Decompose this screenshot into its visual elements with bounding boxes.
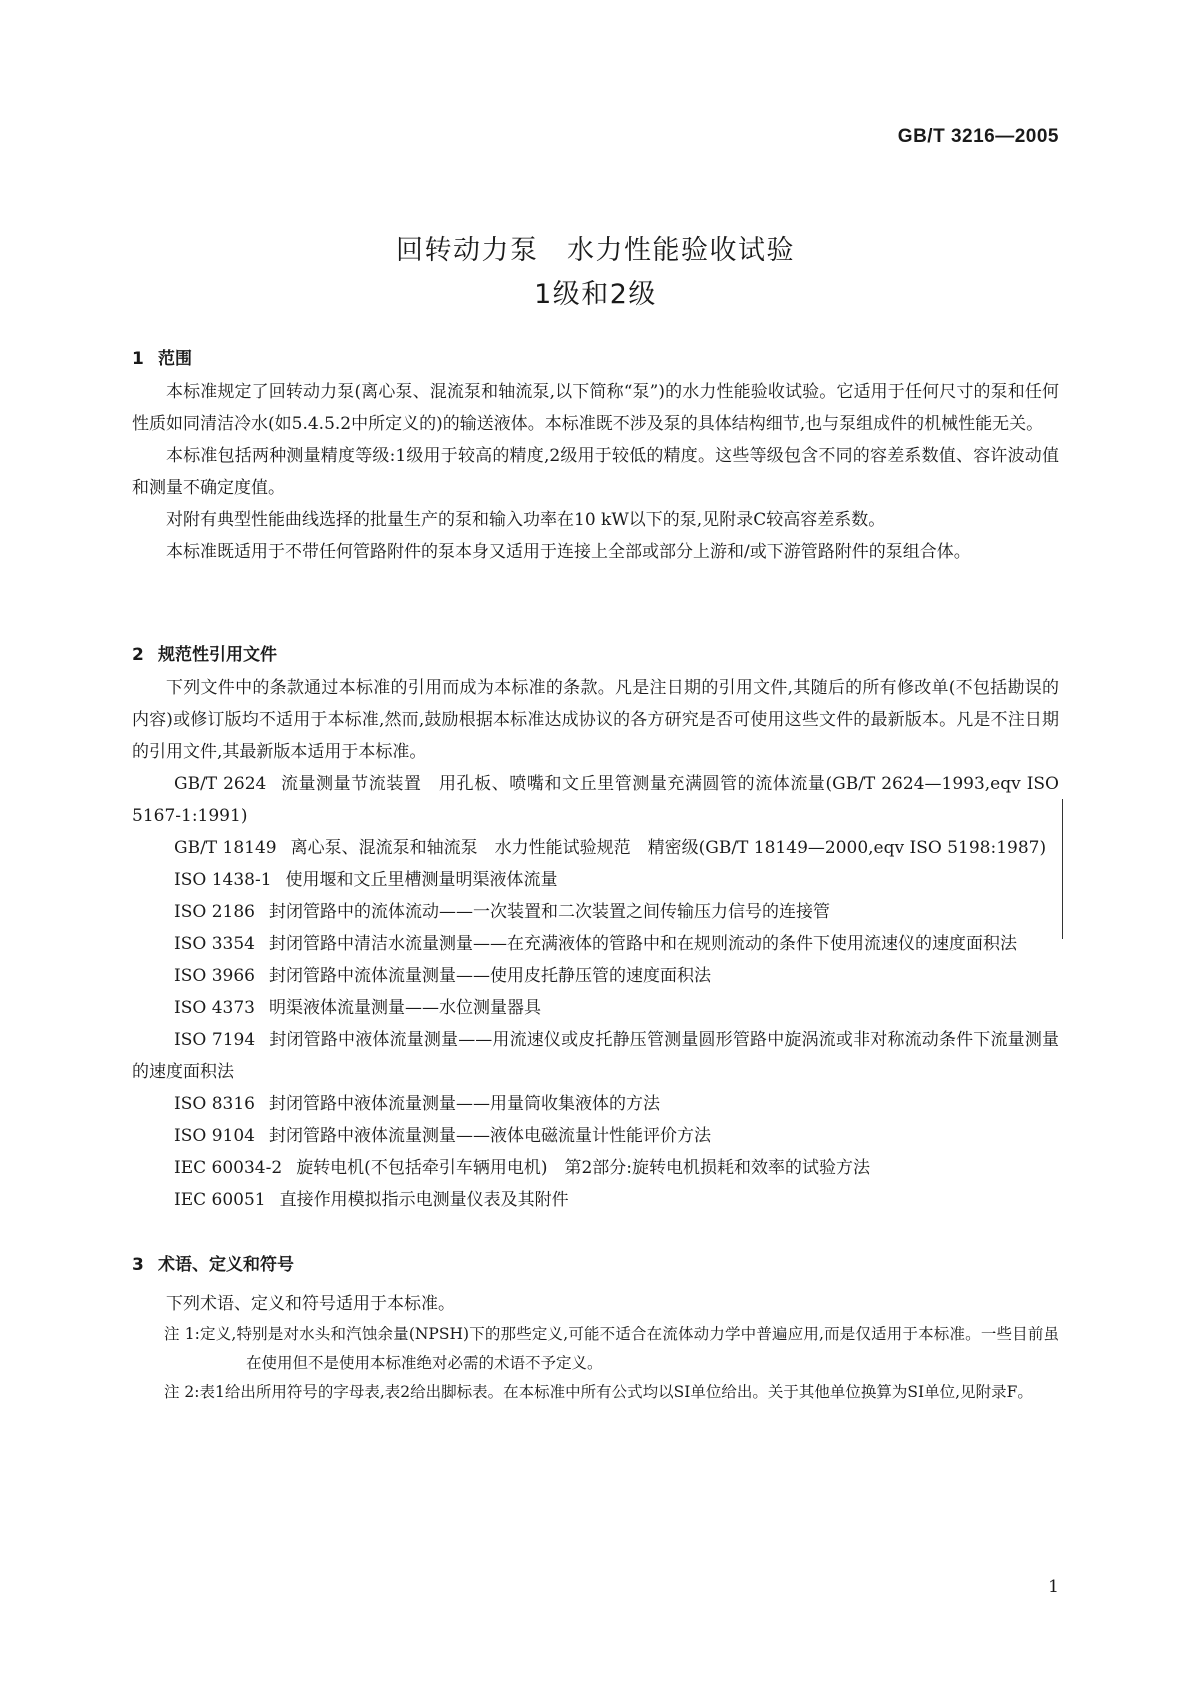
section-heading-2 xyxy=(132,640,277,665)
reference-item xyxy=(132,992,1059,1024)
section-number: 1 xyxy=(132,349,144,369)
section-title: 规范性引用文件 xyxy=(158,645,277,665)
paragraph: 下列文件中的条款通过本标准的引用而成为本标准的条款。凡是注日期的引用文件,其随后的所有修改单(不包括勘误的内容)或修订版均不适用于本标准,然而,鼓励根据本标准达成协议的各方研究是否可使用这些文件的最新版本。凡是不注日期的引用文件,其最新版本适用于本标准。 xyxy=(132,678,1059,762)
reference-item xyxy=(132,1120,1059,1152)
paragraph: 本标准既适用于不带任何管路附件的泵本身又适用于连接上全部或部分上游和/或下游管路附件的泵组合体。 xyxy=(166,542,971,562)
paragraph: 对附有典型性能曲线选择的批量生产的泵和输入功率在10 kW以下的泵,见附录C较高容差系数。 xyxy=(166,510,886,530)
reference-item xyxy=(132,768,1059,832)
reference-item xyxy=(132,960,1059,992)
reference-item xyxy=(132,1152,1059,1184)
reference-title: 旋转电机(不包括牵引车辆用电机) 第2部分:旋转电机损耗和效率的试验方法 xyxy=(296,1158,870,1178)
reference-code: ISO 8316 xyxy=(174,1094,255,1114)
reference-code: IEC 60034-2 xyxy=(174,1158,283,1178)
note-label: 注 2: xyxy=(164,1383,200,1401)
reference-item xyxy=(132,896,1059,928)
reference-code: ISO 4373 xyxy=(174,998,255,1018)
reference-item xyxy=(132,1024,1059,1088)
reference-title: 封闭管路中液体流量测量——用流速仪或皮托静压管测量圆形管路中旋涡流或非对称流动条件下流量测量的速度面积法 xyxy=(132,1030,1059,1082)
reference-item xyxy=(132,928,1059,960)
reference-title: 直接作用模拟指示电测量仪表及其附件 xyxy=(279,1190,569,1210)
section-title: 术语、定义和符号 xyxy=(158,1255,294,1275)
note-item xyxy=(164,1320,1059,1378)
reference-item xyxy=(132,832,1059,864)
reference-title: 流量测量节流装置 用孔板、喷嘴和文丘里管测量充满圆管的流体流量(GB/T 2624—1993,eqv ISO 5167-1:1991) xyxy=(132,774,1059,826)
reference-code: ISO 3354 xyxy=(174,934,255,954)
section-number: 3 xyxy=(132,1255,144,1275)
reference-item xyxy=(132,1184,1059,1216)
reference-code: ISO 2186 xyxy=(174,902,255,922)
change-bar xyxy=(1062,799,1063,939)
standard-code: GB/T 3216—2005 xyxy=(897,126,1059,147)
reference-code: GB/T 18149 xyxy=(174,838,277,858)
reference-item xyxy=(132,864,1059,896)
note-text: 表1给出所用符号的字母表,表2给出脚标表。在本标准中所有公式均以SI单位给出。关于其他单位换算为SI单位,见附录F。 xyxy=(199,1383,1033,1401)
section-title: 范围 xyxy=(158,349,192,369)
section-heading-3 xyxy=(132,1250,294,1275)
reference-title: 明渠液体流量测量——水位测量器具 xyxy=(268,998,541,1018)
reference-title: 封闭管路中液体流量测量——用量筒收集液体的方法 xyxy=(268,1094,660,1114)
reference-item xyxy=(132,1088,1059,1120)
reference-code: IEC 60051 xyxy=(174,1190,266,1210)
note-item xyxy=(164,1378,1059,1407)
reference-code: ISO 9104 xyxy=(174,1126,255,1146)
paragraph: 下列术语、定义和符号适用于本标准。 xyxy=(166,1294,455,1314)
reference-title: 使用堰和文丘里槽测量明渠液体流量 xyxy=(285,870,558,890)
section-2-body xyxy=(132,672,1059,1216)
reference-code: ISO 7194 xyxy=(174,1030,256,1050)
section-3-body xyxy=(132,1288,1059,1407)
section-1-body xyxy=(132,376,1059,568)
note-text: 定义,特别是对水头和汽蚀余量(NPSH)下的那些定义,可能不适合在流体动力学中普遍应用,而是仅适用于本标准。一些目前虽在使用但不是使用本标准绝对必需的术语不予定义。 xyxy=(199,1325,1059,1372)
section-heading-1 xyxy=(132,344,192,369)
reference-code: ISO 3966 xyxy=(174,966,255,986)
paragraph: 本标准规定了回转动力泵(离心泵、混流泵和轴流泵,以下简称“泵”)的水力性能验收试验。它适用于任何尺寸的泵和任何性质如同清洁冷水(如5.4.5.2中所定义的)的输送液体。本标准既不涉及泵的具体结构细节,也与泵组成件的机械性能无关。 xyxy=(132,382,1059,434)
reference-code: GB/T 2624 xyxy=(174,774,267,794)
page-number: 1 xyxy=(1048,1577,1059,1597)
document-subtitle: 1级和2级 xyxy=(534,279,657,310)
reference-title: 离心泵、混流泵和轴流泵 水力性能试验规范 精密级(GB/T 18149—2000,eqv ISO 5198:1987) xyxy=(290,838,1047,858)
section-number: 2 xyxy=(132,645,144,665)
reference-title: 封闭管路中的流体流动——一次装置和二次装置之间传输压力信号的连接管 xyxy=(268,902,830,922)
reference-title: 封闭管路中清洁水流量测量——在充满液体的管路中和在规则流动的条件下使用流速仪的速度面积法 xyxy=(268,934,1017,954)
note-label: 注 1: xyxy=(164,1325,200,1343)
reference-code: ISO 1438-1 xyxy=(174,870,272,890)
paragraph: 本标准包括两种测量精度等级:1级用于较高的精度,2级用于较低的精度。这些等级包含不同的容差系数值、容许波动值和测量不确定度值。 xyxy=(132,446,1059,498)
reference-title: 封闭管路中流体流量测量——使用皮托静压管的速度面积法 xyxy=(268,966,711,986)
document-title: 回转动力泵 水力性能验收试验 xyxy=(396,235,795,266)
reference-title: 封闭管路中液体流量测量——液体电磁流量计性能评价方法 xyxy=(268,1126,711,1146)
